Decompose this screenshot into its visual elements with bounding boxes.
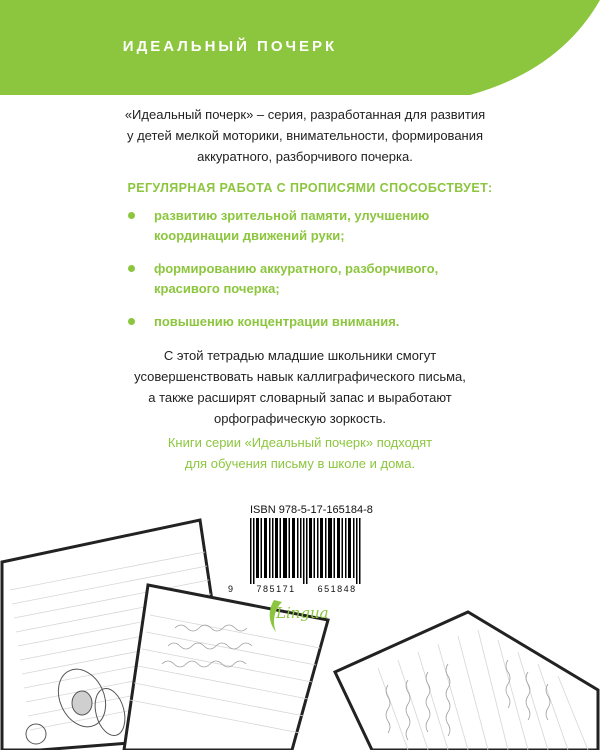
closing-line: Книги серии «Идеальный почерк» подходят [167, 435, 433, 450]
benefit-line: красивого почерка; [154, 281, 280, 296]
barcode-digits-right: 651848 [317, 584, 357, 594]
barcode-digits-left: 785171 [256, 584, 296, 594]
benefits-heading: РЕГУЛЯРНАЯ РАБОТА С ПРОПИСЯМИ СПОСОБСТВУЕТ: [127, 181, 493, 195]
intro-line: аккуратного, разборчивого почерка. [197, 149, 413, 164]
notebook-page-right [335, 612, 598, 750]
intro-line: «Идеальный почерк» – серия, разработанная для развития [124, 107, 486, 122]
publisher-logo-text: Lingua [276, 604, 329, 622]
barcode [250, 518, 365, 584]
series-title: ИДЕАЛЬНЫЙ ПОЧЕРК [122, 38, 338, 55]
isbn-label: ISBN 978-5-17-165184-8 [250, 504, 373, 516]
benefit-line: развитию зрительной памяти, улучшению [154, 208, 430, 223]
body-line: а также расширят словарный запас и выработают [148, 390, 452, 405]
benefit-line: повышению концентрации внимания. [154, 314, 400, 329]
closing-line: для обучения письму в школе и дома. [184, 456, 416, 471]
body-line: С этой тетрадью младшие школьники смогут [163, 348, 437, 363]
benefit-line: координации движений руки; [154, 228, 345, 243]
body-line: орфографическую зоркость. [214, 411, 386, 426]
intro-line: у детей мелкой моторики, внимательности, формирования [126, 128, 484, 143]
body-line: усовершенствовать навык каллиграфического письма, [134, 369, 466, 384]
benefit-line: формированию аккуратного, разборчивого, [154, 261, 439, 276]
barcode-digit-first: 9 [228, 584, 235, 594]
barcode-digits [228, 584, 368, 594]
